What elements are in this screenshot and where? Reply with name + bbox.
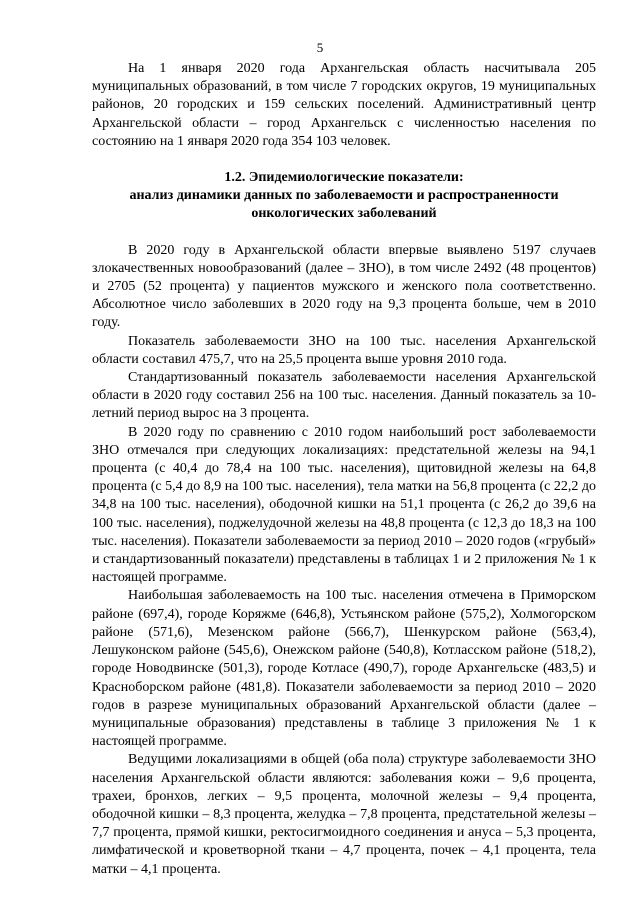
section-heading-line-2: анализ динамики данных по заболеваемости и распространенности — [129, 188, 559, 204]
paragraph-standardized-rate: Стандартизованный показатель заболеваемости населения Архангельской области в 2020 году составил 256 на 100 тыс. населения. Данный показатель за 10-летний период вырос на 3 процента. — [92, 370, 596, 422]
page-number: 5 — [316, 40, 324, 55]
paragraph-incidence-by-district: Наибольшая заболеваемость на 100 тыс. населения отмечена в Приморском районе (697,4), городе Коряжме (646,8), Устьянском районе (575,2), Холмогорском районе (571,6), Мезенском районе (566,7), Шенкурском районе (563,4), Лешуконском районе (545,6), Онежском районе (540,8), Котласском районе (518,2), городе Новодвинске (501,3), городе Котласе (490,7), городе Архангельске (483,5) и Красноборском районе (481,8). Показатели заболеваемости за период 2010 – 2020 годов в разрезе муниципальных образований Архангельской области (далее – муниципальные образования) представлены в таблице 3 приложения № 1 к настоящей программе. — [92, 588, 596, 750]
paragraph-incidence-rate: Показатель заболеваемости ЗНО на 100 тыс. населения Архангельской области составил 475,7, что на 25,5 процента выше уровня 2010 года. — [92, 333, 596, 367]
paragraph-leading-localizations: Ведущими локализациями в общей (оба пола) структуре заболеваемости ЗНО населения Архангельской области являются: заболевания кожи – 9,6 процента, трахеи, бронхов, легких – 9,5 процента, молочной железы – 9,4 процента, ободочной кишки – 8,3 процента, желудка – 7,8 процента, предстательной железы – 7,7 процента, прямой кишки, ректосигмоидного соединения и ануса – 5,3 процента, лимфатической и кроветворной ткани – 4,7 процента, почек – 4,1 процента, тела матки – 4,1 процента. — [92, 752, 596, 877]
paragraph-new-cases: В 2020 году в Архангельской области впервые выявлено 5197 случаев злокачественных новообразований (далее – ЗНО), в том числе 2492 (48 процентов) и 2705 (52 процента) у пациентов мужского и женского пола соответственно. Абсолютное число заболевших в 2020 году на 9,3 процента больше, чем в 2010 году. — [92, 242, 596, 331]
section-heading-line-3: онкологических заболеваний — [251, 206, 437, 222]
section-heading-line-1: 1.2. Эпидемиологические показатели: — [224, 170, 464, 186]
intro-paragraph: На 1 января 2020 года Архангельская область насчитывала 205 муниципальных образований, в том числе 7 городских округов, 19 муниципальных районов, 20 городских и 159 сельских поселений. Административный центр Архангельской области – город Архангельск с численностью населения по состоянию на 1 января 2020 года 354 103 человек. — [92, 61, 596, 149]
section-heading — [92, 169, 596, 224]
document-body — [92, 60, 596, 879]
paragraph-growth-by-localization: В 2020 году по сравнению с 2010 годом наибольший рост заболеваемости ЗНО отмечался при следующих локализациях: предстательной железы на 94,1 процента (с 40,4 до 78,4 на 100 тыс. населения), щитовидной железы на 64,8 процента (с 5,4 до 8,9 на 100 тыс. населения), тела матки на 56,8 процента (с 22,2 до 34,8 на 100 тыс. населения), ободочной кишки на 51,1 процента (с 26,2 до 39,6 на 100 тыс. населения), поджелудочной железы на 48,8 процента (с 12,3 до 18,3 на 100 тыс. населения). Показатели заболеваемости за период 2010 – 2020 годов («грубый» и стандартизованный показатели) представлены в таблицах 1 и 2 приложения № 1 к настоящей программе. — [92, 424, 596, 586]
